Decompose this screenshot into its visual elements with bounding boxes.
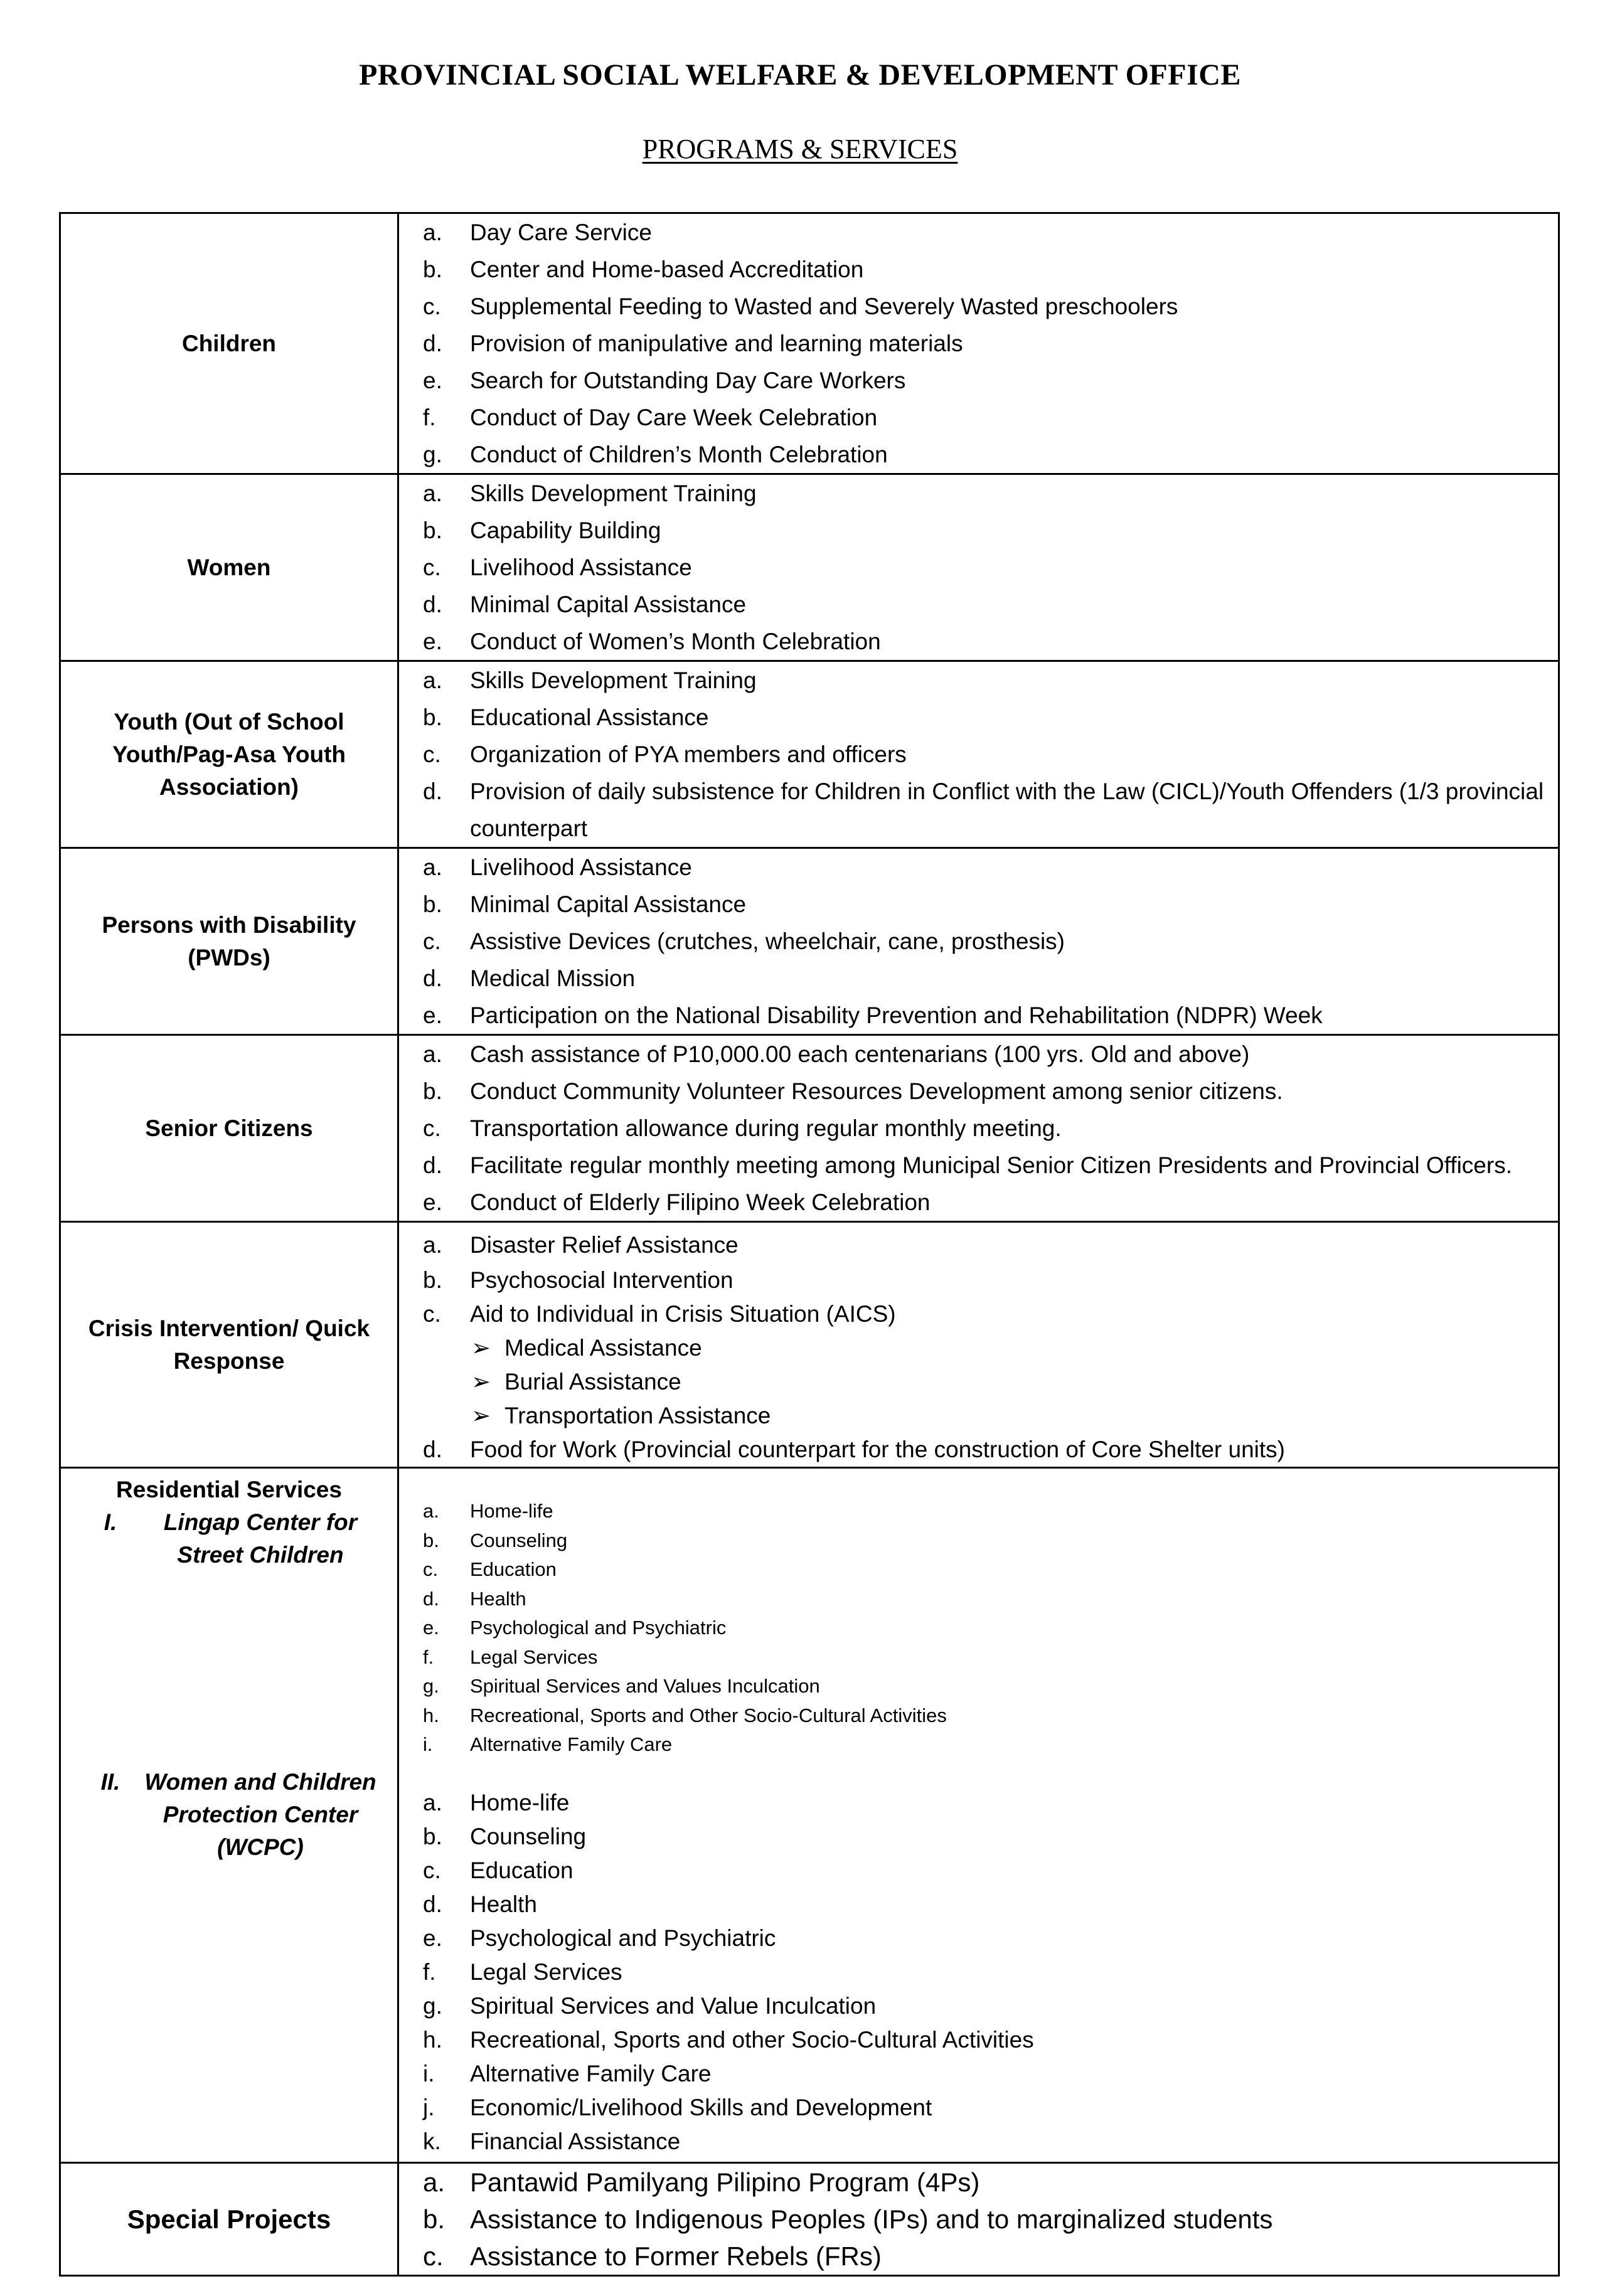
item-text: Education bbox=[470, 1558, 557, 1580]
item-text: Conduct of Elderly Filipino Week Celebration bbox=[470, 1189, 931, 1215]
item-text: Health bbox=[470, 1891, 537, 1917]
category-cell: Children bbox=[60, 213, 398, 474]
table-row bbox=[60, 661, 1559, 848]
table-row bbox=[60, 848, 1559, 1035]
item-letter: d. bbox=[423, 592, 442, 617]
item-text: Aid to Individual in Crisis Situation (AICS) bbox=[470, 1301, 896, 1327]
item-letter: a. bbox=[423, 1232, 442, 1258]
list-item bbox=[399, 1730, 1558, 1760]
item-text: Psychosocial Intervention bbox=[470, 1267, 733, 1293]
sub-item-text: Burial Assistance bbox=[504, 1369, 681, 1395]
sub-list-item bbox=[399, 1365, 1558, 1399]
document-title: PROVINCIAL SOCIAL WELFARE & DEVELOPMENT OFFICE bbox=[359, 58, 1241, 92]
subsection-name: Lingap Center for Street Children bbox=[163, 1509, 358, 1568]
list-item bbox=[399, 1921, 1558, 1955]
item-letter: d. bbox=[423, 1587, 439, 1610]
list-item bbox=[399, 362, 1558, 399]
list-item bbox=[399, 2057, 1558, 2091]
list-item bbox=[399, 475, 1558, 512]
list-item bbox=[399, 1555, 1558, 1585]
list-item bbox=[399, 1888, 1558, 1921]
item-text: Assistance to Indigenous Peoples (IPs) and to marginalized students bbox=[470, 2204, 1273, 2234]
item-letter: b. bbox=[423, 704, 442, 730]
list-item bbox=[399, 1147, 1558, 1184]
item-text: Conduct of Day Care Week Celebration bbox=[470, 405, 878, 430]
item-text: Transportation allowance during regular monthly meeting. bbox=[470, 1115, 1062, 1141]
wcpc-services-list bbox=[399, 1786, 1558, 2159]
item-letter: d. bbox=[423, 965, 442, 991]
list-item bbox=[399, 1786, 1558, 1820]
list-item bbox=[399, 251, 1558, 288]
item-text: Food for Work (Provincial counterpart for the construction of Core Shelter units) bbox=[470, 1437, 1285, 1462]
item-text: Conduct of Children’s Month Celebration bbox=[470, 442, 888, 467]
table-row bbox=[60, 1035, 1559, 1222]
item-letter: c. bbox=[423, 1857, 441, 1883]
item-text: Center and Home-based Accreditation bbox=[470, 257, 864, 282]
item-letter: d. bbox=[423, 1891, 442, 1917]
item-text: Disaster Relief Assistance bbox=[470, 1232, 739, 1258]
list-item bbox=[399, 2091, 1558, 2125]
list-item bbox=[399, 1672, 1558, 1701]
category-cell: Youth (Out of School Youth/Pag-Asa Youth Association) bbox=[60, 661, 398, 848]
table-row bbox=[60, 213, 1559, 474]
item-text: Spiritual Services and Values Inculcation bbox=[470, 1675, 820, 1697]
item-letter: e. bbox=[423, 1925, 442, 1951]
document-subtitle bbox=[0, 133, 1600, 165]
item-text: Psychological and Psychiatric bbox=[470, 1617, 727, 1639]
item-text: Alternative Family Care bbox=[470, 2060, 712, 2086]
item-letter: e. bbox=[423, 1189, 442, 1215]
list-item bbox=[399, 773, 1558, 847]
item-text: Livelihood Assistance bbox=[470, 555, 692, 580]
item-letter: b. bbox=[423, 1078, 442, 1104]
category-cell: Persons with Disability (PWDs) bbox=[60, 848, 398, 1035]
item-text: Provision of daily subsistence for Children in Conflict with the Law (CICL)/Youth Offenders (1/3 provincial counterpart bbox=[470, 779, 1544, 841]
item-text: Educational Assistance bbox=[470, 704, 709, 730]
item-letter: g. bbox=[423, 442, 442, 467]
list-item bbox=[399, 1263, 1558, 1297]
category-cell: Special Projects bbox=[60, 2163, 398, 2276]
item-text: Legal Services bbox=[470, 1959, 622, 1985]
item-letter: c. bbox=[423, 555, 441, 580]
item-text: Counseling bbox=[470, 1529, 568, 1551]
sub-item-text: Transportation Assistance bbox=[504, 1403, 771, 1428]
item-text: Economic/Livelihood Skills and Development bbox=[470, 2094, 932, 2120]
item-text: Skills Development Training bbox=[470, 667, 757, 693]
item-letter: i. bbox=[423, 2060, 435, 2086]
table-row-crisis bbox=[60, 1222, 1559, 1468]
item-text: Recreational, Sports and Other Socio-Cultural Activities bbox=[470, 1704, 947, 1726]
item-letter: b. bbox=[423, 257, 442, 282]
list-item bbox=[399, 849, 1558, 886]
item-text: Minimal Capital Assistance bbox=[470, 891, 747, 917]
item-letter: d. bbox=[423, 331, 442, 356]
item-text: Organization of PYA members and officers bbox=[470, 741, 907, 767]
items-cell bbox=[398, 1035, 1559, 1222]
list-item bbox=[399, 2164, 1558, 2201]
subsection-name: Women and Children Protection Center (WCPC) bbox=[144, 1769, 376, 1860]
list-item bbox=[399, 1297, 1558, 1331]
item-text: Capability Building bbox=[470, 518, 661, 543]
item-text: Supplemental Feeding to Wasted and Severely Wasted preschoolers bbox=[470, 294, 1178, 319]
list-item bbox=[399, 512, 1558, 549]
item-text: Home-life bbox=[470, 1500, 553, 1522]
list-item bbox=[399, 736, 1558, 773]
table-row bbox=[60, 474, 1559, 661]
list-item bbox=[399, 1955, 1558, 1989]
arrow-bullet-icon: ➢ bbox=[471, 1403, 491, 1428]
list-item bbox=[399, 1433, 1558, 1467]
item-text: Provision of manipulative and learning materials bbox=[470, 331, 963, 356]
table-row-special bbox=[60, 2163, 1559, 2276]
item-letter: e. bbox=[423, 629, 442, 654]
item-text: Minimal Capital Assistance bbox=[470, 592, 747, 617]
list-item bbox=[399, 1110, 1558, 1147]
category-cell bbox=[60, 1468, 398, 2163]
roman-numeral: I. bbox=[104, 1509, 117, 1535]
item-letter: a. bbox=[423, 1789, 442, 1815]
items-cell bbox=[398, 474, 1559, 661]
items-cell bbox=[398, 1468, 1559, 2163]
item-letter: b. bbox=[423, 1823, 442, 1849]
item-letter: c. bbox=[423, 741, 441, 767]
item-letter: b. bbox=[423, 518, 442, 543]
table-row-residential bbox=[60, 1468, 1559, 2163]
list-item bbox=[399, 1820, 1558, 1854]
list-item bbox=[399, 1989, 1558, 2023]
item-text: Recreational, Sports and other Socio-Cultural Activities bbox=[470, 2026, 1034, 2053]
list-item bbox=[399, 886, 1558, 923]
item-text: Health bbox=[470, 1587, 526, 1610]
list-item bbox=[399, 2201, 1558, 2238]
list-item bbox=[399, 997, 1558, 1034]
item-letter: f. bbox=[423, 1959, 436, 1985]
item-letter: g. bbox=[423, 1992, 442, 2019]
item-text: Legal Services bbox=[470, 1645, 598, 1668]
item-text: Search for Outstanding Day Care Workers bbox=[470, 368, 906, 393]
roman-numeral: II. bbox=[100, 1769, 120, 1795]
item-text: Assistance to Former Rebels (FRs) bbox=[470, 2241, 882, 2271]
item-text: Conduct of Women’s Month Celebration bbox=[470, 629, 881, 654]
item-letter: a. bbox=[423, 667, 442, 693]
item-letter: a. bbox=[423, 481, 442, 506]
list-item bbox=[399, 623, 1558, 660]
item-letter: h. bbox=[423, 1704, 439, 1726]
item-letter: b. bbox=[423, 1529, 439, 1551]
items-cell bbox=[398, 213, 1559, 474]
item-letter: c. bbox=[423, 1115, 441, 1141]
item-letter: e. bbox=[423, 368, 442, 393]
list-item bbox=[399, 2125, 1558, 2159]
list-item bbox=[399, 699, 1558, 736]
item-text: Cash assistance of P10,000.00 each centenarians (100 yrs. Old and above) bbox=[470, 1041, 1250, 1067]
item-text: Financial Assistance bbox=[470, 2128, 681, 2154]
item-letter: g. bbox=[423, 1675, 439, 1697]
list-item bbox=[399, 1701, 1558, 1731]
list-item bbox=[399, 214, 1558, 251]
list-item bbox=[399, 1036, 1558, 1073]
item-letter: f. bbox=[423, 1645, 434, 1668]
item-letter: d. bbox=[423, 1437, 442, 1462]
item-text: Participation on the National Disability Prevention and Rehabilitation (NDPR) Week bbox=[470, 1002, 1323, 1028]
item-letter: c. bbox=[423, 294, 441, 319]
item-letter: b. bbox=[423, 1267, 442, 1293]
item-text: Pantawid Pamilyang Pilipino Program (4Ps) bbox=[470, 2167, 980, 2197]
items-cell bbox=[398, 661, 1559, 848]
item-letter: i. bbox=[423, 1733, 433, 1755]
item-text: Day Care Service bbox=[470, 220, 652, 245]
item-text: Conduct Community Volunteer Resources Development among senior citizens. bbox=[470, 1078, 1283, 1104]
programs-table-body bbox=[60, 213, 1559, 2276]
item-letter: j. bbox=[423, 2094, 435, 2120]
items-cell bbox=[398, 1222, 1559, 1468]
list-item bbox=[399, 960, 1558, 997]
item-letter: a. bbox=[423, 220, 442, 245]
item-text: Skills Development Training bbox=[470, 481, 757, 506]
list-item bbox=[399, 2238, 1558, 2275]
item-letter: f. bbox=[423, 405, 436, 430]
list-item bbox=[399, 436, 1558, 473]
list-item bbox=[399, 1497, 1558, 1526]
item-letter: e. bbox=[423, 1002, 442, 1028]
item-letter: d. bbox=[423, 779, 442, 804]
item-text: Livelihood Assistance bbox=[470, 854, 692, 880]
programs-table bbox=[59, 212, 1560, 2277]
item-text: Facilitate regular monthly meeting among Municipal Senior Citizen Presidents and Provincial Officers. bbox=[470, 1152, 1512, 1178]
list-item bbox=[399, 325, 1558, 362]
list-item bbox=[399, 288, 1558, 325]
item-letter: b. bbox=[423, 2204, 445, 2234]
item-text: Assistive Devices (crutches, wheelchair, cane, prosthesis) bbox=[470, 928, 1065, 954]
item-text: Medical Mission bbox=[470, 965, 636, 991]
list-item bbox=[399, 1643, 1558, 1672]
sub-item-text: Medical Assistance bbox=[504, 1335, 702, 1361]
list-item bbox=[399, 923, 1558, 960]
item-text: Alternative Family Care bbox=[470, 1733, 673, 1755]
item-letter: a. bbox=[423, 2167, 445, 2197]
subtitle-text: PROGRAMS & SERVICES bbox=[642, 134, 958, 164]
item-letter: d. bbox=[423, 1152, 442, 1178]
list-item bbox=[399, 662, 1558, 699]
items-cell bbox=[398, 2163, 1559, 2276]
item-text: Education bbox=[470, 1857, 573, 1883]
list-item bbox=[399, 399, 1558, 436]
category-cell: Women bbox=[60, 474, 398, 661]
item-letter: a. bbox=[423, 854, 442, 880]
list-item bbox=[399, 2023, 1558, 2057]
arrow-bullet-icon: ➢ bbox=[471, 1335, 491, 1361]
item-letter: b. bbox=[423, 891, 442, 917]
residential-heading: Residential Services bbox=[116, 1477, 342, 1502]
item-text: Home-life bbox=[470, 1789, 570, 1815]
sub-list-item bbox=[399, 1399, 1558, 1433]
items-cell bbox=[398, 848, 1559, 1035]
item-letter: h. bbox=[423, 2026, 442, 2053]
item-letter: k. bbox=[423, 2128, 441, 2154]
list-item bbox=[399, 549, 1558, 586]
residential-subsection-2 bbox=[70, 1766, 388, 1864]
item-text: Psychological and Psychiatric bbox=[470, 1925, 776, 1951]
item-letter: a. bbox=[423, 1041, 442, 1067]
item-letter: c. bbox=[423, 928, 441, 954]
arrow-bullet-icon: ➢ bbox=[471, 1369, 491, 1395]
item-text: Spiritual Services and Value Inculcation bbox=[470, 1992, 877, 2019]
list-item bbox=[399, 1613, 1558, 1643]
list-item bbox=[399, 586, 1558, 623]
lingap-services-list bbox=[399, 1497, 1558, 1760]
residential-subsection-1 bbox=[70, 1506, 388, 1571]
item-letter: c. bbox=[423, 2241, 444, 2271]
item-text: Counseling bbox=[470, 1823, 587, 1849]
item-letter: c. bbox=[423, 1301, 441, 1327]
category-cell: Senior Citizens bbox=[60, 1035, 398, 1222]
list-item bbox=[399, 1226, 1558, 1263]
item-letter: e. bbox=[423, 1617, 439, 1639]
sub-list-item bbox=[399, 1331, 1558, 1365]
item-letter: a. bbox=[423, 1500, 439, 1522]
list-item bbox=[399, 1526, 1558, 1556]
category-cell: Crisis Intervention/ Quick Response bbox=[60, 1222, 398, 1468]
list-item bbox=[399, 1073, 1558, 1110]
list-item bbox=[399, 1585, 1558, 1614]
item-letter: c. bbox=[423, 1558, 439, 1580]
list-item bbox=[399, 1854, 1558, 1888]
list-item bbox=[399, 1184, 1558, 1221]
